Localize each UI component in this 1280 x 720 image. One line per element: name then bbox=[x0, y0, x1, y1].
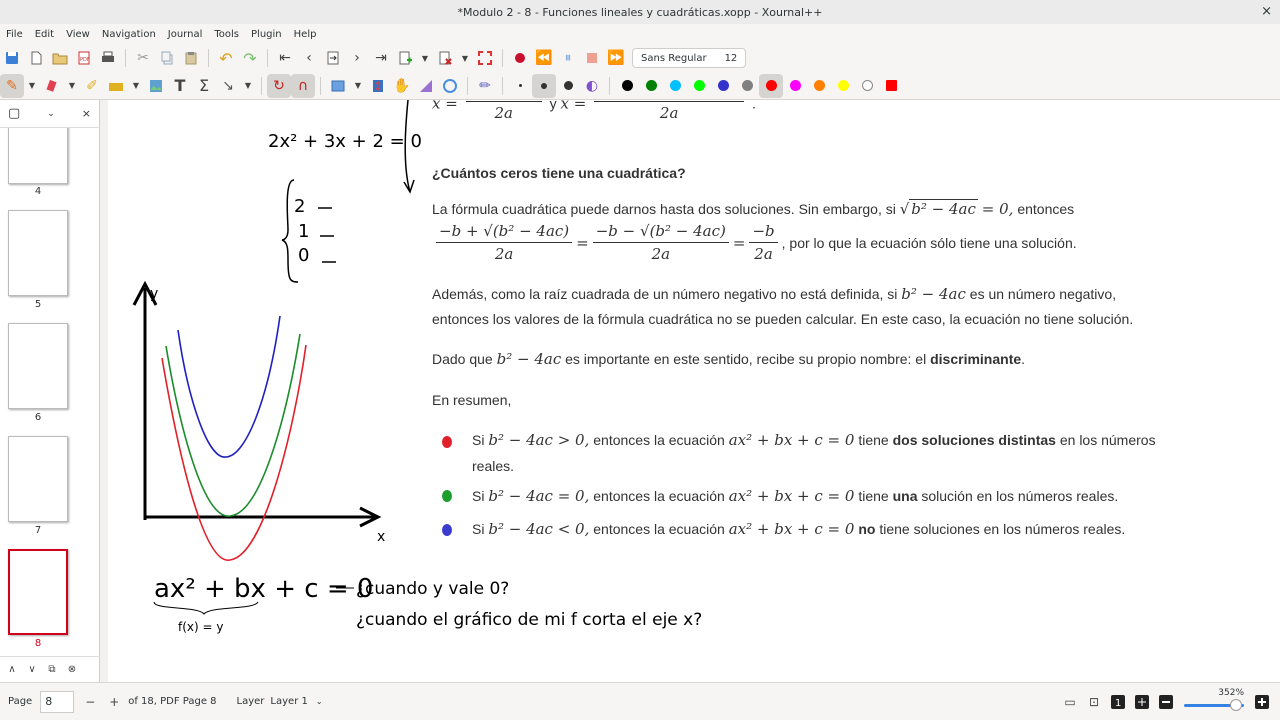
first-page-icon[interactable]: ⇤ bbox=[279, 50, 291, 66]
chevron-down-icon[interactable]: ▼ bbox=[244, 81, 252, 90]
formula-period: . bbox=[752, 100, 756, 112]
math: b² − 4ac = 0, bbox=[488, 487, 590, 505]
compass-icon[interactable] bbox=[438, 74, 462, 98]
text-tool-icon[interactable] bbox=[104, 74, 128, 98]
numerator: −b + √(b² − 4ac) bbox=[436, 222, 572, 243]
equals: = bbox=[576, 233, 589, 252]
text: entonces la ecuación bbox=[593, 521, 725, 537]
thick-stroke-icon[interactable] bbox=[556, 74, 580, 98]
bold-term: no bbox=[858, 521, 876, 537]
color-swatch bbox=[694, 80, 705, 91]
menu-file[interactable]: File bbox=[6, 28, 23, 40]
window-titlebar bbox=[0, 0, 1280, 24]
page-number: 4 bbox=[34, 186, 42, 197]
layer-select[interactable]: Layer 1 bbox=[270, 696, 308, 707]
zoom-out-icon[interactable] bbox=[1154, 690, 1178, 714]
blue-parabola bbox=[178, 316, 280, 457]
page-thumbnail[interactable] bbox=[8, 128, 68, 184]
math: ax² + bx + c = 0 bbox=[728, 487, 855, 505]
rectangle-icon[interactable] bbox=[326, 74, 350, 98]
page-thumbnail-selected[interactable] bbox=[8, 549, 68, 635]
chevron-down-icon[interactable]: ⌄ bbox=[315, 697, 323, 706]
window-title: *Modulo 2 - 8 - Funciones lineales y cuadráticas.xopp - Xournal++ bbox=[457, 5, 823, 19]
menu-journal[interactable]: Journal bbox=[167, 28, 203, 40]
text: Además, como la raíz cuadrada de un número negativo no está definida, si bbox=[432, 286, 898, 302]
text: tiene bbox=[858, 488, 889, 504]
question-1: ¿cuando y vale 0? bbox=[356, 579, 510, 599]
page-thumbnail[interactable] bbox=[8, 210, 68, 296]
numerator: −b − √(b² − 4ac) bbox=[593, 222, 729, 243]
green-parabola bbox=[166, 334, 300, 516]
hand-icon[interactable]: ✋ bbox=[393, 77, 411, 94]
menu-tools[interactable]: Tools bbox=[214, 28, 240, 40]
separator bbox=[609, 77, 610, 95]
presentation-icon[interactable]: ⊡ bbox=[1088, 694, 1100, 709]
font-name: Sans Regular bbox=[641, 52, 707, 64]
page-thumbnail[interactable] bbox=[8, 436, 68, 522]
copy-icon[interactable] bbox=[155, 46, 179, 70]
color-gray[interactable] bbox=[735, 74, 759, 98]
previous-page-icon[interactable]: ‹ bbox=[306, 50, 312, 66]
rewind-icon[interactable]: ⏪ bbox=[535, 50, 553, 66]
formula-denominator: 2a bbox=[494, 104, 513, 122]
undo-icon[interactable]: ↶ bbox=[219, 48, 233, 68]
stop-icon[interactable] bbox=[580, 46, 604, 70]
record-icon[interactable] bbox=[508, 46, 532, 70]
math: b² − 4ac bbox=[911, 200, 976, 218]
formula-y: y bbox=[549, 100, 557, 112]
section-heading: ¿Cuántos ceros tiene una cuadrática? bbox=[432, 165, 686, 181]
zoom-fit-icon[interactable] bbox=[1130, 690, 1154, 714]
red-parabola bbox=[162, 345, 306, 560]
last-page-icon[interactable]: ⇥ bbox=[375, 50, 387, 66]
font-selector[interactable] bbox=[632, 48, 746, 68]
text: Si bbox=[472, 432, 485, 448]
y-axis-label: y bbox=[150, 286, 159, 302]
text: Dado que bbox=[432, 351, 493, 367]
fullscreen-icon[interactable] bbox=[473, 46, 497, 70]
eraser-icon[interactable] bbox=[40, 74, 64, 98]
color-swatch bbox=[790, 80, 801, 91]
case-2: 2 bbox=[294, 196, 306, 217]
decrease-page-button[interactable]: − bbox=[85, 694, 96, 709]
latex-icon[interactable]: Σ bbox=[198, 76, 210, 95]
color-white[interactable] bbox=[855, 74, 879, 98]
math: b² − 4ac bbox=[496, 350, 562, 368]
separator bbox=[467, 77, 468, 95]
separator bbox=[267, 49, 268, 67]
bullet-1-line-2: reales. bbox=[472, 458, 515, 474]
main-toolbar bbox=[0, 44, 1280, 72]
separator bbox=[208, 49, 209, 67]
color-lime[interactable] bbox=[687, 74, 711, 98]
svg-text:1: 1 bbox=[1115, 697, 1122, 709]
page-label: Page bbox=[8, 696, 33, 707]
math: ax² + bx + c = 0 bbox=[728, 431, 855, 449]
chevron-down-icon[interactable]: ▼ bbox=[132, 81, 140, 90]
color-swatch bbox=[814, 80, 825, 91]
text: es importante en este sentido, recibe su propio nombre: el bbox=[565, 351, 927, 367]
x-axis-label: x bbox=[377, 529, 386, 545]
color-swatch bbox=[838, 80, 849, 91]
two-pages-icon[interactable]: ▭ bbox=[1064, 694, 1076, 709]
text: tiene soluciones en los números reales. bbox=[879, 521, 1126, 537]
pen-tool-icon[interactable]: ✎ bbox=[0, 74, 24, 98]
chevron-down-icon[interactable]: ▼ bbox=[354, 81, 362, 90]
numerator: −b bbox=[749, 222, 777, 243]
function-label: f(x) = y bbox=[178, 620, 224, 634]
case-0: 0 bbox=[298, 245, 310, 266]
select-region-icon[interactable]: ↘ bbox=[222, 77, 234, 94]
menu-help[interactable]: Help bbox=[293, 28, 317, 40]
equals: = bbox=[732, 233, 746, 252]
new-file-icon[interactable] bbox=[24, 46, 48, 70]
image-tool-icon[interactable] bbox=[144, 74, 168, 98]
text: tiene bbox=[858, 432, 889, 448]
color-swatch bbox=[886, 80, 897, 91]
page-number: 6 bbox=[34, 412, 42, 423]
menubar bbox=[0, 24, 1280, 44]
move-page-down-icon[interactable]: ∨ bbox=[28, 664, 36, 675]
denominator: 2a bbox=[754, 245, 773, 263]
case-dashes bbox=[318, 208, 336, 262]
statusbar bbox=[0, 682, 1280, 720]
next-page-icon[interactable]: › bbox=[354, 50, 360, 66]
text: entonces la ecuación bbox=[593, 432, 725, 448]
math: ax² + bx + c = 0 bbox=[728, 520, 855, 538]
chevron-down-icon[interactable]: ▼ bbox=[68, 81, 76, 90]
formula-denominator: 2a bbox=[659, 104, 679, 122]
page-thumbnail[interactable] bbox=[8, 323, 68, 409]
menu-view[interactable]: View bbox=[66, 28, 90, 40]
page-number-selected: 8 bbox=[34, 638, 42, 649]
font-size: 12 bbox=[724, 52, 738, 64]
color-swatch bbox=[622, 80, 633, 91]
handwritten-equation: 2x² + 3x + 2 = 0 bbox=[268, 131, 422, 152]
menu-navigation[interactable]: Navigation bbox=[101, 28, 156, 40]
insert-page-icon[interactable] bbox=[393, 46, 417, 70]
separator bbox=[125, 49, 126, 67]
delete-page-icon[interactable] bbox=[433, 46, 457, 70]
goto-page-icon[interactable] bbox=[321, 46, 345, 70]
page-number-input[interactable]: 8 bbox=[40, 691, 74, 713]
text: . bbox=[1021, 351, 1026, 367]
general-equation: ax² + bx + c = 0 bbox=[154, 574, 374, 604]
menu-edit[interactable]: Edit bbox=[34, 28, 55, 40]
thin-stroke-icon[interactable] bbox=[508, 74, 532, 98]
color-swatch bbox=[670, 80, 681, 91]
increase-page-button[interactable]: + bbox=[109, 694, 120, 709]
cut-icon[interactable]: ✂ bbox=[137, 50, 149, 66]
close-window-icon[interactable]: × bbox=[1261, 4, 1272, 19]
shape-recognizer-icon[interactable]: ↻ bbox=[267, 74, 291, 98]
color-red[interactable] bbox=[759, 74, 783, 98]
page-count: of 18, PDF Page 8 bbox=[128, 696, 217, 707]
chevron-down-icon[interactable]: ⌄ bbox=[47, 108, 55, 119]
bold-term: discriminante bbox=[930, 351, 1022, 367]
fast-forward-icon[interactable]: ⏩ bbox=[607, 50, 625, 66]
page-preview-icon[interactable]: ▢ bbox=[8, 106, 21, 121]
math: b² − 4ac bbox=[901, 285, 966, 303]
sidebar-header bbox=[0, 100, 99, 128]
menu-plugin[interactable]: Plugin bbox=[251, 28, 282, 40]
formula-x: x = bbox=[560, 100, 587, 113]
color-swatch bbox=[718, 80, 729, 91]
zoom-slider[interactable] bbox=[1184, 687, 1244, 714]
pen-settings-icon[interactable]: ✏ bbox=[479, 77, 491, 94]
denominator: 2a bbox=[651, 245, 671, 263]
print-icon[interactable] bbox=[96, 46, 120, 70]
chevron-down-icon[interactable]: ▼ bbox=[28, 81, 36, 90]
text: La fórmula cuadrática puede darnos hasta dos soluciones. Sin embargo, si bbox=[432, 201, 896, 217]
export-pdf-icon[interactable] bbox=[72, 46, 96, 70]
color-blue[interactable] bbox=[711, 74, 735, 98]
pause-icon[interactable]: ⏸ bbox=[564, 50, 572, 66]
text: Si bbox=[472, 521, 485, 537]
page-preview-sidebar bbox=[0, 100, 100, 682]
ruler-icon[interactable] bbox=[414, 74, 438, 98]
chevron-down-icon[interactable]: ▼ bbox=[461, 53, 469, 63]
redo-icon[interactable]: ↷ bbox=[243, 48, 257, 68]
open-folder-icon[interactable] bbox=[48, 46, 72, 70]
save-icon[interactable] bbox=[0, 46, 24, 70]
color-swatch bbox=[766, 80, 777, 91]
top-equation bbox=[268, 131, 422, 152]
case-1: 1 bbox=[298, 221, 310, 242]
text: , por lo que la ecuación sólo tiene una solución. bbox=[781, 234, 1077, 251]
layer-label: Layer bbox=[236, 696, 265, 707]
color-yellow[interactable] bbox=[831, 74, 855, 98]
separator bbox=[261, 77, 262, 95]
color-green[interactable] bbox=[639, 74, 663, 98]
fill-icon[interactable]: ◐ bbox=[585, 77, 599, 94]
denominator: 2a bbox=[494, 245, 514, 263]
color-black[interactable] bbox=[615, 74, 639, 98]
zoom-100-icon[interactable] bbox=[1106, 690, 1130, 714]
thumbnail-list[interactable] bbox=[0, 128, 100, 656]
paste-icon[interactable] bbox=[179, 46, 203, 70]
bold-term: una bbox=[892, 488, 918, 504]
paragraph-2-line-2: entonces los valores de la fórmula cuadrática no se pueden calcular. En este caso, la ecuación no tiene solución. bbox=[432, 311, 1134, 327]
highlighter-icon[interactable]: ✐ bbox=[86, 77, 98, 94]
separator bbox=[502, 49, 503, 67]
math: b² − 4ac < 0, bbox=[488, 520, 590, 538]
text: solución en los números reales. bbox=[921, 488, 1119, 504]
zoom-in-icon[interactable] bbox=[1250, 690, 1274, 714]
medium-stroke-icon[interactable] bbox=[532, 74, 556, 98]
move-page-up-icon[interactable]: ∧ bbox=[8, 664, 16, 675]
color-magenta[interactable] bbox=[783, 74, 807, 98]
sidebar-footer bbox=[0, 656, 100, 682]
question-2: ¿cuando el gráfico de mi f corta el eje x? bbox=[356, 610, 703, 630]
text: en los números bbox=[1059, 432, 1156, 448]
text: entonces la ecuación bbox=[593, 488, 725, 504]
math: = 0, bbox=[981, 200, 1014, 218]
math: b² − 4ac > 0, bbox=[488, 431, 590, 449]
svg-text:PDF: PDF bbox=[80, 57, 90, 63]
page-number: 5 bbox=[34, 299, 42, 310]
chevron-down-icon[interactable]: ▼ bbox=[421, 53, 429, 63]
close-sidebar-icon[interactable]: × bbox=[81, 107, 91, 120]
delete-page-icon[interactable]: ⊗ bbox=[67, 664, 77, 675]
color-cyan[interactable] bbox=[663, 74, 687, 98]
paragraph-4: En resumen, bbox=[432, 392, 512, 408]
magnet-icon[interactable]: ∩ bbox=[291, 74, 315, 98]
color-orange[interactable] bbox=[807, 74, 831, 98]
zoom-slider-handle[interactable] bbox=[1230, 699, 1242, 711]
y-axis bbox=[134, 284, 159, 520]
zoom-level: 352% bbox=[1218, 687, 1244, 698]
handwritten-annotations bbox=[108, 100, 1280, 682]
paragraph-1-line-1: La fórmula cuadrática puede darnos hasta dos soluciones. Sin embargo, si √ b² − 4ac = 0, entonces bbox=[432, 200, 1075, 218]
separator bbox=[320, 77, 321, 95]
bold-term: dos soluciones distintas bbox=[892, 432, 1056, 448]
formula-x: x = bbox=[432, 100, 458, 113]
vertical-space-icon[interactable] bbox=[366, 74, 390, 98]
text: es un número negativo, bbox=[969, 286, 1117, 302]
text: entonces bbox=[1017, 201, 1075, 217]
color-custom[interactable] bbox=[879, 74, 903, 98]
color-swatch bbox=[862, 80, 873, 91]
color-swatch bbox=[646, 80, 657, 91]
tools-toolbar bbox=[0, 72, 1280, 100]
separator bbox=[502, 77, 503, 95]
text: Si bbox=[472, 488, 485, 504]
color-swatch bbox=[742, 80, 753, 91]
text-icon[interactable]: T bbox=[174, 76, 186, 95]
copy-page-icon[interactable]: ⧉ bbox=[48, 664, 56, 675]
document-canvas[interactable] bbox=[108, 100, 1280, 682]
page-number: 7 bbox=[34, 525, 42, 536]
